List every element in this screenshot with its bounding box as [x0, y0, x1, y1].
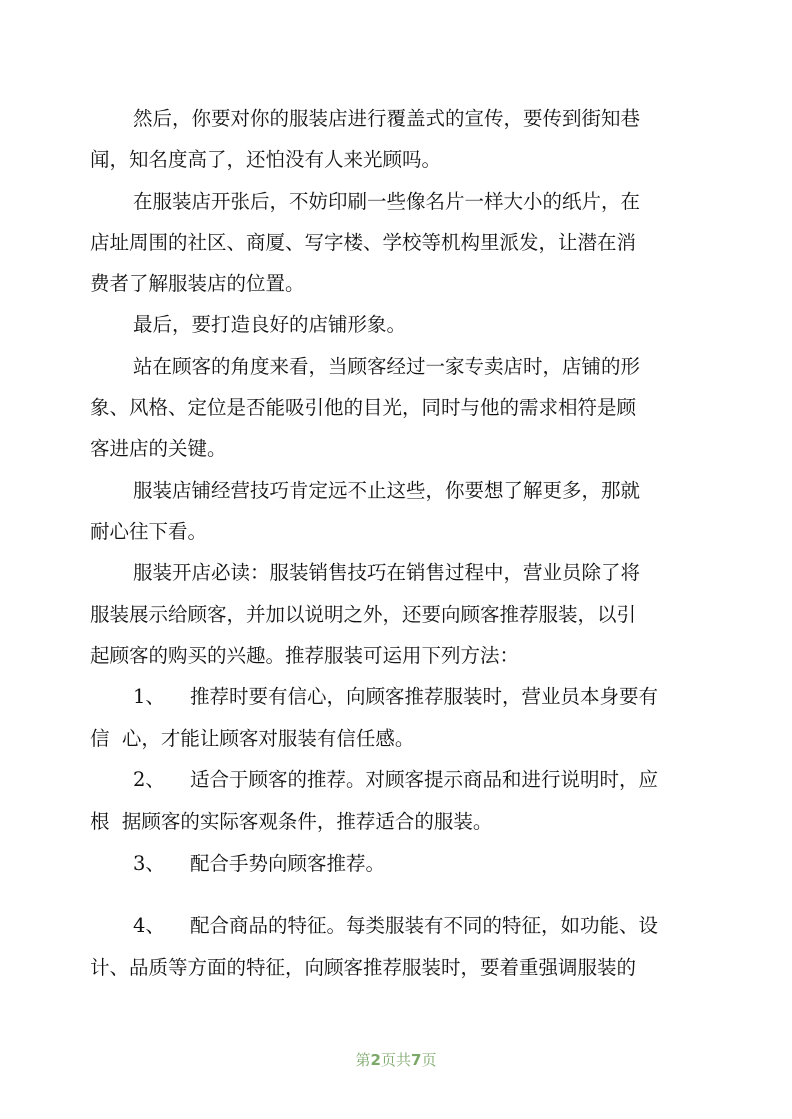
text-line: 在服装店开张后，不妨印刷一些像名片一样大小的纸片，在	[133, 190, 641, 213]
list-item-text: 配合手势向顾客推荐。	[190, 852, 386, 875]
list-item-continuation: 计、品质等方面的特征，向顾客推荐服装时，要着重强调服装的	[90, 956, 637, 979]
list-item-text: 配合商品的特征。每类服装有不同的特征，如功能、设	[190, 914, 659, 937]
page-number-prefix: 第	[355, 1051, 371, 1069]
text-line: 费者了解服装店的位置。	[90, 272, 305, 295]
page-number-suffix: 页	[421, 1051, 437, 1069]
page-footer	[0, 1050, 792, 1070]
text-line: 服装店铺经营技巧肯定远不止这些，你要想了解更多，那就	[133, 479, 641, 502]
text-line: 最后，要打造良好的店铺形象。	[133, 313, 407, 336]
text-line: 然后，你要对你的服装店进行覆盖式的宣传，要传到街知巷	[133, 107, 641, 130]
text-line: 耐心往下看。	[90, 520, 208, 543]
list-item-number: 4、	[133, 914, 165, 937]
list-item-text: 推荐时要有信心，向顾客推荐服装时，营业员本身要有	[190, 685, 659, 708]
text-line: 闻，知名度高了，还怕没有人来光顾吗。	[90, 148, 442, 171]
list-item-number: 3、	[133, 852, 165, 875]
list-item-number: 1、	[133, 685, 165, 708]
list-item-continuation: 根 据顾客的实际客观条件，推荐适合的服装。	[90, 810, 493, 833]
current-page-number: 2	[370, 1051, 381, 1069]
total-page-count: 7	[411, 1051, 422, 1069]
list-item-continuation: 信 心，才能让顾客对服装有信任感。	[90, 727, 415, 750]
text-line: 站在顾客的角度来看，当顾客经过一家专卖店时，店铺的形	[133, 355, 641, 378]
text-line: 店址周围的社区、商厦、写字楼、学校等机构里派发，让潜在消	[90, 231, 637, 254]
text-line: 起顾客的购买的兴趣。推荐服装可运用下列方法：	[90, 644, 520, 667]
text-line: 服装开店必读：服装销售技巧在销售过程中，营业员除了将	[133, 561, 641, 584]
text-line: 服装展示给顾客，并加以说明之外，还要向顾客推荐服装，以引	[90, 603, 637, 626]
text-line: 客进店的关键。	[90, 437, 227, 460]
text-line: 象、风格、定位是否能吸引他的目光，同时与他的需求相符是顾	[90, 396, 637, 419]
page-number-middle: 页共	[380, 1051, 411, 1069]
list-item-text: 适合于顾客的推荐。对顾客提示商品和进行说明时，应	[190, 768, 659, 791]
list-item-number: 2、	[133, 768, 165, 791]
